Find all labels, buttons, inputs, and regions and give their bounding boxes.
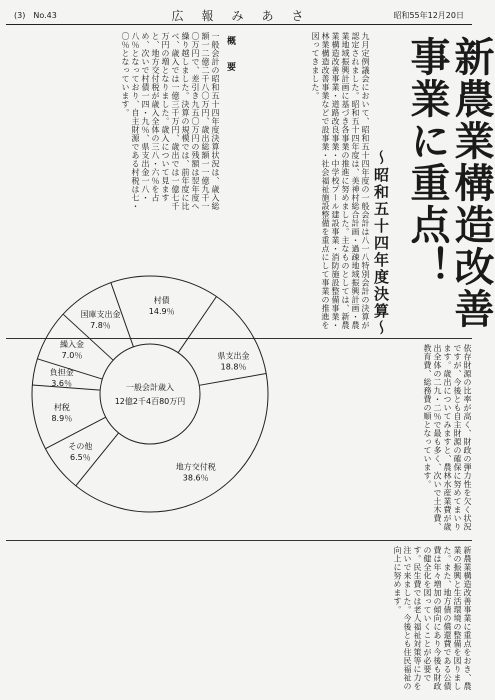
issue-date: 昭和55年12月20日 [393, 11, 464, 20]
pie-slice-percent: 8.9％ [51, 414, 73, 424]
pie-slice-label: 村債 [153, 295, 170, 305]
body-text-upper: 一般会計の昭和五十四年度決算状況は、歳入総額一二億二千八〇万円、歳出総額一一億九千一〇万円で、差引き九五〇万円の残額は翌年度へ繰り越しました。決算の規模では、前年度に比べ、歳入では一億三千万円、歳出では一億七千万円の増となりました。歳入について見ますと、地方交付税が歳入全体の三八・六％を占め、次いで村債一四・九％、県支出金一八・八％となっており、自主財源である村税は七・〇％となっています。 [121, 32, 220, 211]
pie-center [100, 344, 200, 444]
pie-slice-percent: 7.8％ [90, 320, 111, 330]
pie-slice-divider [178, 296, 216, 352]
pie-slice-label: 村税 [53, 403, 70, 413]
pie-slice-label: その他 [68, 442, 93, 452]
pie-slice-percent: 7.0％ [61, 351, 83, 361]
page-header [6, 6, 472, 25]
chart-subtitle: 12億2千4百80万円 [114, 397, 186, 406]
chart-title: 一般会計歳入 [126, 383, 174, 392]
main-headline: 新農業構造改善事業に重点！ [404, 36, 495, 330]
pie-slice-percent: 6.5％ [70, 453, 91, 463]
revenue-pie-chart [0, 226, 290, 536]
pie-slice-label: 繰入金 [60, 340, 85, 350]
pie-slice-divider [199, 374, 266, 386]
page-number: (3) No.43 [14, 11, 57, 20]
divider [6, 540, 472, 541]
section-title: 概 要 [225, 36, 235, 75]
pie-slice-label: 国庫支出金 [80, 309, 121, 319]
body-text-mid: 依存財源の比率が高く、財政の弾力性を欠く状況ですが、今後とも自主財源の確保に努めてまいります。歳出についてみますと、農林水産業費が歳出全体の二九・二％で最も多く、次いで土木費、教育費、総務費の順となっています。 [423, 344, 472, 531]
body-text-lower: 新農業構造改善事業に重点をおき、農業の振興と生活環境の整備を図りました。また、地方債の償還費である公債費は年々増加の傾向にあり今後も財政の健全化を図っていくことが必要です。民生費では老人福祉対策等に力を注いで来ました。今後とも住民福祉の向上に努めます。 [393, 546, 472, 691]
pie-slice-percent: 38.6％ [182, 473, 209, 483]
sub-headline: 〜昭和五十四年度決算〜 [372, 150, 390, 337]
pie-slice-percent: 14.9％ [148, 306, 175, 316]
lead-text: 九月定例議会において、昭和五十四年度の一般会計は八一八特別会計の決算が認定されました。昭和五十四年度は、美神村総合計画・過疎地域振興計画・農業地域振興計画に基づき各事業の推進に努めました。主なものとしては、新農業構造改善事業・道路改良事業・中学校プール建設事業・消防施設整備事業・林業構造改善事業などで設事業・社会福祉施設整備を重点にして事業の推進を図ってきました。 [311, 32, 370, 330]
pie-slice-label: 負担金 [49, 368, 74, 378]
pie-slice-label: 県支出金 [217, 351, 250, 361]
pie-slice-percent: 3.6％ [51, 379, 72, 389]
pie-slice-label: 地方交付税 [175, 462, 216, 472]
newsletter-title: 広 報 み あ さ [171, 9, 307, 23]
pie-slice-percent: 18.8％ [220, 362, 247, 372]
